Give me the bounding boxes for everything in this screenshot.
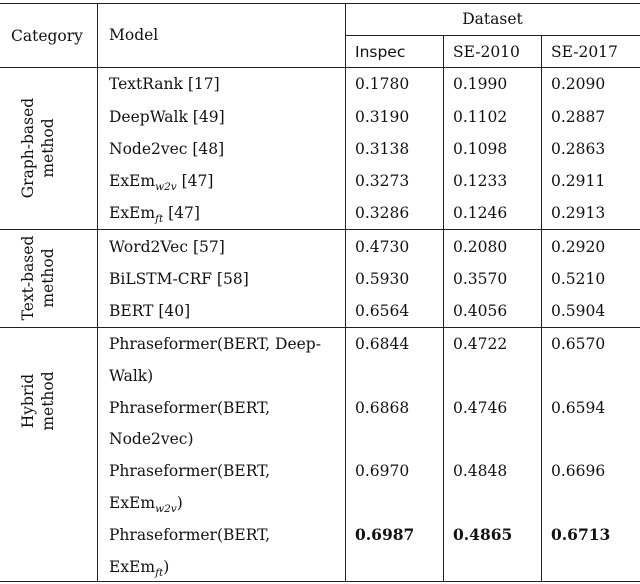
group-graph-line1: Graph-based (19, 97, 37, 199)
rule-bottom (0, 581, 640, 582)
row-pf-exem-w2v-se2010: 0.4848 (453, 462, 508, 480)
row-exem-w2v-name: ExEm (109, 172, 156, 190)
row-exem-ft-inspec: 0.3286 (355, 204, 410, 222)
row-node2vec-model: Node2vec [48] (109, 140, 225, 158)
row-deepwalk-inspec: 0.3190 (355, 108, 410, 126)
row-pf-exem-ft-se2017: 0.6713 (551, 525, 611, 544)
row-bert-se2010: 0.4056 (453, 302, 508, 320)
header-col-se2010: SE-2010 (453, 43, 520, 61)
row-bert-se2017: 0.5904 (551, 302, 606, 320)
group-hybrid-line1: Hybrid (19, 373, 37, 429)
row-pf-exem-w2v-model-l2 (109, 494, 183, 516)
vrule-model (345, 3, 346, 581)
row-bilstm-se2010: 0.3570 (453, 270, 508, 288)
row-pf-exem-ft-name: ExEm (109, 558, 156, 576)
row-deepwalk-se2010: 0.1102 (453, 108, 508, 126)
group-text-line1: Text-based (19, 235, 37, 321)
group-text-label (18, 236, 58, 321)
row-exem-ft-model (109, 204, 200, 226)
row-exem-w2v-sub: w2v (155, 181, 177, 194)
header-model: Model (109, 26, 159, 44)
group-graph-label (18, 98, 58, 198)
row-word2vec-se2010: 0.2080 (453, 238, 508, 256)
row-deepwalk-model: DeepWalk [49] (109, 108, 225, 126)
row-pf-node2vec-inspec: 0.6868 (355, 399, 410, 417)
header-category: Category (11, 27, 83, 45)
row-node2vec-inspec: 0.3138 (355, 140, 410, 158)
header-dataset: Dataset (462, 10, 523, 28)
row-pf-exem-ft-model-l1: Phraseformer(BERT, (109, 526, 271, 544)
row-pf-exem-w2v-model-l1: Phraseformer(BERT, (109, 462, 271, 480)
row-bert-inspec: 0.6564 (355, 302, 410, 320)
row-node2vec-se2010: 0.1098 (453, 140, 508, 158)
row-pf-exem-ft-inspec: 0.6987 (355, 525, 415, 544)
row-pf-deepwalk-model-l1: Phraseformer(BERT, Deep- (109, 335, 321, 353)
rule-header-bottom (0, 67, 640, 68)
row-exem-ft-ref: [47] (163, 204, 200, 222)
row-pf-exem-ft-close: ) (163, 558, 170, 576)
row-exem-ft-name: ExEm (109, 204, 156, 222)
row-pf-exem-w2v-se2017: 0.6696 (551, 462, 606, 480)
row-pf-deepwalk-se2010: 0.4722 (453, 335, 508, 353)
row-textrank-inspec: 0.1780 (355, 75, 410, 93)
row-deepwalk-se2017: 0.2887 (551, 108, 606, 126)
row-bert-model: BERT [40] (109, 302, 191, 320)
vrule-category (97, 3, 98, 581)
row-pf-node2vec-model-l1: Phraseformer(BERT, (109, 399, 271, 417)
row-exem-w2v-se2010: 0.1233 (453, 172, 508, 190)
row-pf-exem-w2v-inspec: 0.6970 (355, 462, 410, 480)
row-exem-ft-se2017: 0.2913 (551, 204, 606, 222)
group-hybrid-line2: method (39, 371, 57, 431)
rule-group-2 (0, 327, 640, 328)
row-pf-node2vec-se2010: 0.4746 (453, 399, 508, 417)
row-textrank-se2010: 0.1990 (453, 75, 508, 93)
row-pf-node2vec-model-l2: Node2vec) (109, 430, 194, 448)
row-bilstm-model: BiLSTM-CRF [58] (109, 270, 249, 288)
row-exem-ft-sub: ft (155, 213, 164, 226)
row-textrank-model: TextRank [17] (109, 75, 220, 93)
header-col-se2017: SE-2017 (551, 43, 618, 61)
row-word2vec-se2017: 0.2920 (551, 238, 606, 256)
row-exem-w2v-model (109, 172, 214, 194)
group-hybrid-label (18, 371, 58, 430)
row-pf-exem-ft-sub: ft (155, 567, 164, 580)
row-exem-w2v-se2017: 0.2911 (551, 172, 606, 190)
row-bilstm-inspec: 0.5930 (355, 270, 410, 288)
row-pf-deepwalk-inspec: 0.6844 (355, 335, 410, 353)
row-exem-ft-se2010: 0.1246 (453, 204, 508, 222)
row-pf-exem-ft-se2010: 0.4865 (453, 525, 513, 544)
rule-dataset-sub (345, 35, 640, 36)
row-bilstm-se2017: 0.5210 (551, 270, 606, 288)
row-pf-exem-w2v-close: ) (176, 494, 183, 512)
row-pf-deepwalk-model-l2: Walk) (109, 367, 154, 385)
row-pf-exem-w2v-sub: w2v (155, 503, 177, 516)
row-exem-w2v-inspec: 0.3273 (355, 172, 410, 190)
rule-group-1 (0, 229, 640, 230)
row-exem-w2v-ref: [47] (176, 172, 214, 190)
row-node2vec-se2017: 0.2863 (551, 140, 606, 158)
row-word2vec-model: Word2Vec [57] (109, 238, 225, 256)
row-pf-node2vec-se2017: 0.6594 (551, 399, 606, 417)
vrule-inspec (443, 35, 444, 581)
group-graph-line2: method (39, 118, 57, 178)
rule-top (0, 3, 640, 4)
row-textrank-se2017: 0.2090 (551, 75, 606, 93)
header-col-inspec: Inspec (355, 43, 406, 61)
vrule-se2010 (541, 35, 542, 581)
row-pf-exem-w2v-name: ExEm (109, 494, 156, 512)
group-text-line2: method (39, 248, 57, 308)
row-word2vec-inspec: 0.4730 (355, 238, 410, 256)
row-pf-deepwalk-se2017: 0.6570 (551, 335, 606, 353)
row-pf-exem-ft-model-l2 (109, 558, 170, 580)
